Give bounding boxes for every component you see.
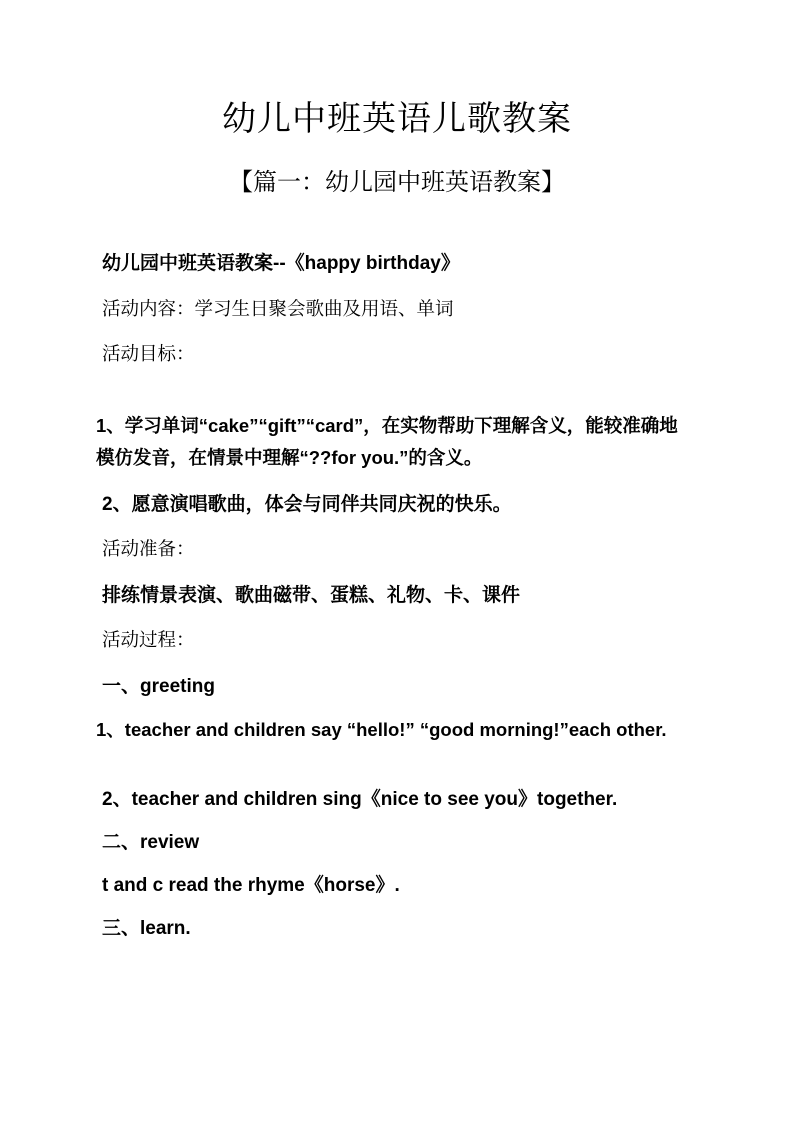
activity-content-line: 活动内容：学习生日聚会歌曲及用语、单词 [102,299,454,320]
activity-prep-items: 排练情景表演、歌曲磁带、蛋糕、礼物、卡、课件 [102,585,521,606]
goal-item-2: 2、愿意演唱歌曲，体会与同伴共同庆祝的快乐。 [102,494,512,515]
activity-goal-label: 活动目标： [102,344,195,365]
step-review: 二、review [102,832,200,853]
activity-prep-label: 活动准备： [102,539,195,560]
document-title: 幼儿中班英语儿歌教案 [222,99,572,139]
step-learn: 三、learn. [102,918,191,939]
lesson-title-line: 幼儿园中班英语教案--《happy birthday》 [102,253,460,274]
greeting-item-1: 1、teacher and children say “hello!” “good morning!”each other. [96,719,667,740]
activity-process-label: 活动过程： [102,630,195,651]
section-heading: 【篇一：幼儿园中班英语教案】 [229,168,565,196]
step-greeting: 一、greeting [102,676,215,697]
goal-item-1: 1、学习单词“cake”“gift”“card”，在实物帮助下理解含义，能较准确地模仿发音，在情景中理解“??for you.”的含义。 [96,415,678,468]
review-item: t and c read the rhyme《horse》. [102,875,400,896]
greeting-item-2: 2、teacher and children sing《nice to see you》together. [102,789,618,810]
